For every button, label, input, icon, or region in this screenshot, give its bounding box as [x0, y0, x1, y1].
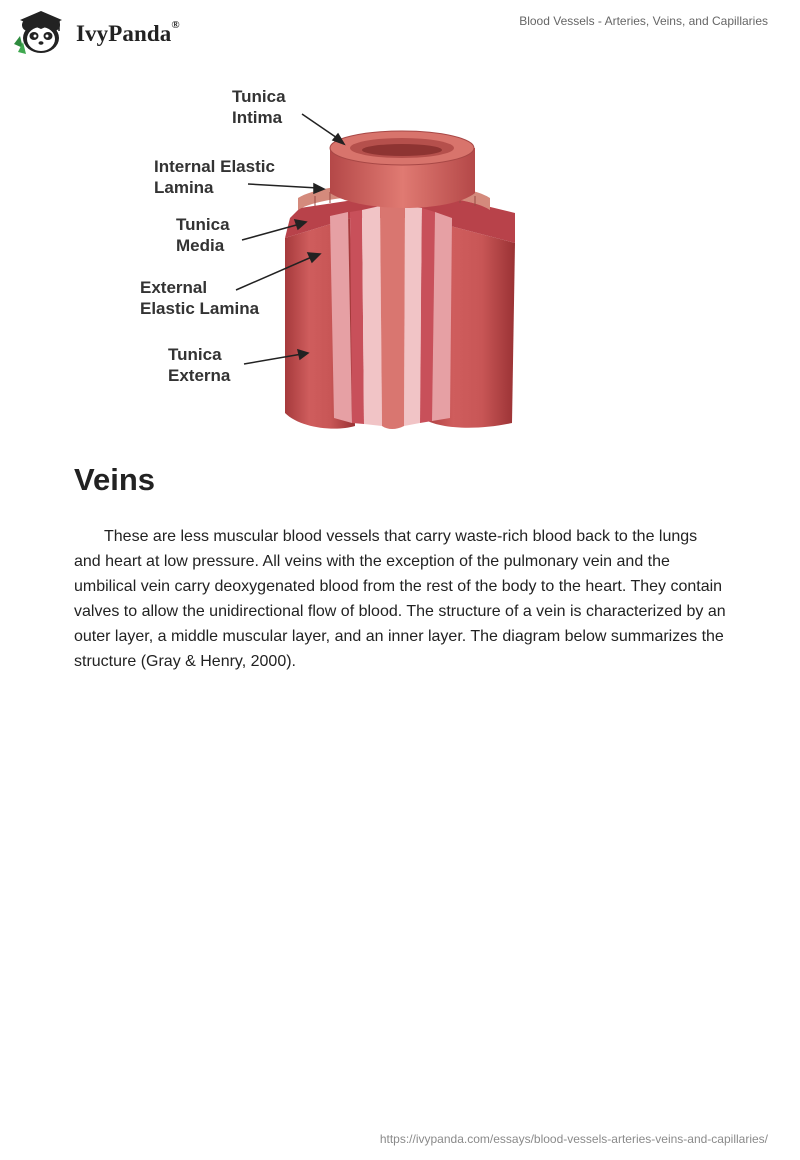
document-title: Blood Vessels - Arteries, Veins, and Capillaries	[519, 14, 768, 28]
panda-graduation-cap-icon	[14, 8, 74, 56]
source-url[interactable]: https://ivypanda.com/essays/blood-vessels-arteries-veins-and-capillaries/	[379, 1132, 768, 1146]
label-internal-elastic-lamina: Internal Elastic Lamina	[154, 157, 275, 197]
label-tunica-media: Tunica Media	[176, 215, 230, 255]
label-external-elastic-lamina: External Elastic Lamina	[140, 278, 260, 318]
label-tunica-intima: Tunica Intima	[232, 87, 286, 127]
brand-name: IvyPanda®	[76, 19, 180, 46]
section-heading: Veins	[74, 462, 155, 497]
ivypanda-logo[interactable]	[14, 8, 180, 56]
body-paragraph: These are less muscular blood vessels that carry waste-rich blood back to the lungs and heart at low pressure. All veins with the exception of the pulmonary vein and the umbilical vein carry deoxygenated blood from the rest of the body to the heart. They contain valves to allow the unidirectional flow of blood. The structure of a vein is characterized by an outer layer, a middle muscular layer, and an inner layer. The diagram below summarizes the structure (Gray & Henry, 2000).	[74, 528, 726, 670]
vein-structure-diagram	[130, 78, 540, 438]
label-tunica-externa: Tunica Externa	[168, 345, 231, 385]
